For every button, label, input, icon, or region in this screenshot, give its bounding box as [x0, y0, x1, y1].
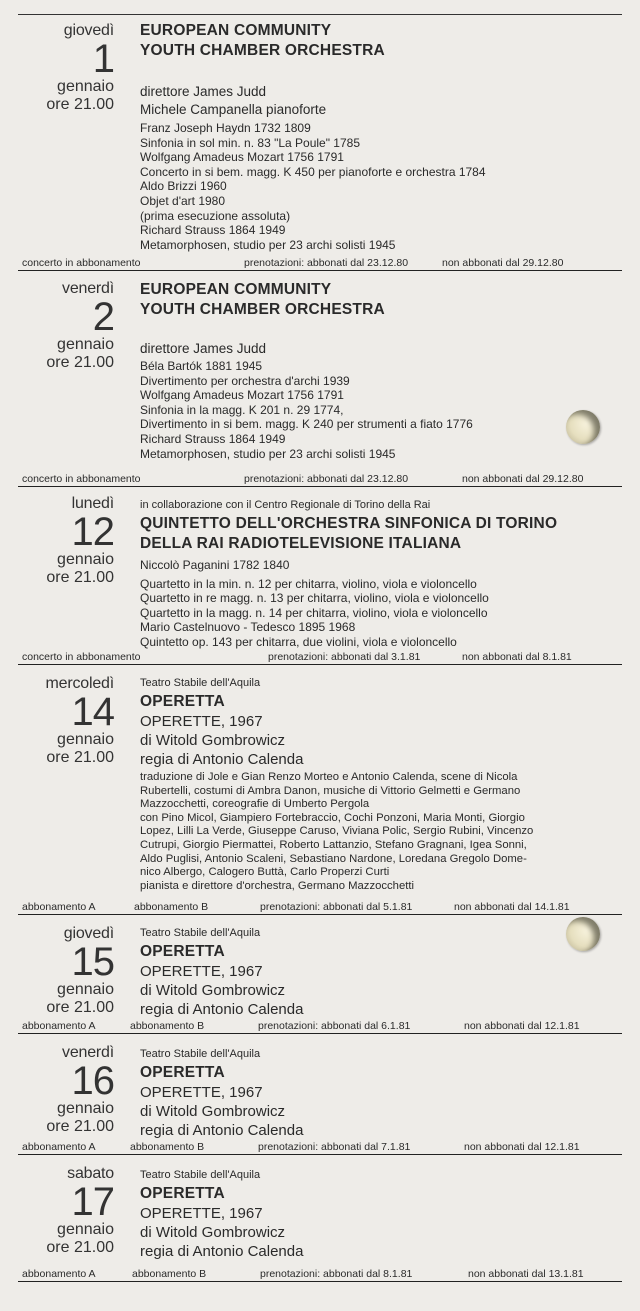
program-line: Quartetto in re magg. n. 13 per chitarra, violino, viola e violoncello — [140, 591, 489, 606]
booking-non-subscribers: non abbonati dal 29.12.80 — [462, 473, 584, 485]
event-time: ore 21.00 — [46, 354, 114, 371]
event-time: ore 21.00 — [46, 1239, 114, 1256]
event-time: ore 21.00 — [46, 1118, 114, 1135]
program-line: Quintetto op. 143 per chitarra, due violini, viola e violoncello — [140, 634, 457, 649]
event-author: di Witold Gombrowicz — [140, 982, 286, 999]
event-director: regia di Antonio Calenda — [140, 1122, 304, 1139]
event-director: regia di Antonio Calenda — [140, 1243, 304, 1260]
event-block — [18, 487, 622, 665]
event-title: YOUTH CHAMBER ORCHESTRA — [140, 301, 385, 318]
event-month: gennaio — [57, 78, 114, 95]
event-content — [140, 280, 622, 461]
booking-subscribers: prenotazioni: abbonati dal 7.1.81 — [258, 1141, 411, 1153]
booking-subscribers: prenotazioni: abbonati dal 8.1.81 — [260, 1268, 413, 1280]
event-time: ore 21.00 — [46, 749, 114, 766]
subscription-label-b: abbonamento B — [130, 1141, 205, 1153]
event-time: ore 21.00 — [46, 96, 114, 113]
event-content — [140, 677, 622, 893]
event-month: gennaio — [57, 551, 114, 568]
event-block — [18, 14, 622, 271]
event-day-number: 16 — [71, 1059, 114, 1103]
event-day-number: 1 — [92, 37, 114, 81]
event-day-number: 14 — [71, 690, 114, 734]
event-author: di Witold Gombrowicz — [140, 732, 286, 749]
event-weekday: lunedì — [71, 495, 114, 512]
subscription-label: concerto in abbonamento — [22, 651, 141, 663]
event-content — [140, 499, 622, 650]
event-original-title: OPERETTE, 1967 — [140, 963, 263, 980]
event-date — [18, 22, 114, 114]
event-weekday: giovedì — [63, 925, 114, 942]
event-conductor: direttore James Judd — [140, 84, 267, 99]
event-title: OPERETTA — [140, 1064, 225, 1081]
event-title: OPERETTA — [140, 1185, 225, 1202]
credits-line: Cutrupi, Giorgio Piermattei, Roberto Lattanzio, Stefano Gragnani, Igea Sonni, — [140, 838, 527, 851]
event-day-number: 12 — [71, 510, 114, 554]
subscription-label-a: abbonamento A — [22, 901, 96, 913]
event-weekday: venerdì — [62, 280, 114, 297]
credits-line: pianista e direttore d'orchestra, Germano Mazzocchetti — [140, 879, 415, 892]
program-line: Concerto in si bem. magg. K 450 per pianoforte e orchestra 1784 — [140, 164, 486, 179]
event-day-number: 2 — [92, 295, 114, 339]
event-content — [140, 1169, 622, 1261]
event-date — [18, 280, 114, 372]
event-director: regia di Antonio Calenda — [140, 1001, 304, 1018]
event-block — [18, 1034, 622, 1155]
event-author: di Witold Gombrowicz — [140, 1103, 286, 1120]
program-line: Wolfgang Amadeus Mozart 1756 1791 — [140, 150, 344, 165]
event-date — [18, 925, 114, 1017]
event-block — [18, 1155, 622, 1282]
credits-line: traduzione di Jole e Gian Renzo Morteo e Antonio Calenda, scene di Nicola — [140, 771, 518, 783]
event-director: regia di Antonio Calenda — [140, 751, 304, 768]
program-line: Quartetto in la magg. n. 14 per chitarra, violino, viola e violoncello — [140, 605, 488, 620]
event-title: EUROPEAN COMMUNITY — [140, 22, 332, 39]
program-line: Objet d'art 1980 — [140, 193, 226, 208]
event-title: OPERETTA — [140, 693, 225, 710]
booking-subscribers: prenotazioni: abbonati dal 5.1.81 — [260, 901, 413, 913]
booking-non-subscribers: non abbonati dal 29.12.80 — [442, 257, 564, 269]
event-weekday: mercoledì — [45, 675, 114, 692]
moon-icon — [566, 917, 600, 951]
event-original-title: OPERETTE, 1967 — [140, 1205, 263, 1222]
event-title: QUINTETTO DELL'ORCHESTRA SINFONICA DI TORINO — [140, 515, 558, 532]
subscription-label-b: abbonamento B — [134, 901, 209, 913]
program-line: Richard Strauss 1864 1949 — [140, 431, 286, 446]
event-time: ore 21.00 — [46, 569, 114, 586]
program-line: Divertimento in si bem. magg. K 240 per strumenti a fiato 1776 — [140, 417, 473, 432]
event-content — [140, 927, 622, 1019]
booking-subscribers: prenotazioni: abbonati dal 23.12.80 — [244, 473, 409, 485]
event-block — [18, 915, 622, 1034]
booking-subscribers: prenotazioni: abbonati dal 6.1.81 — [258, 1020, 411, 1032]
event-content — [140, 21, 622, 252]
event-time: ore 21.00 — [46, 999, 114, 1016]
credits-line: Rubertelli, costumi di Ambra Danon, musiche di Vittorio Gelmetti e Germano — [140, 784, 521, 797]
event-title: EUROPEAN COMMUNITY — [140, 281, 332, 298]
program-line: Sinfonia in sol min. n. 83 "La Poule" 1785 — [140, 135, 360, 150]
credits-line: Lopez, Lilli La Verde, Giuseppe Caruso, Viviana Polic, Sergio Rubini, Vincenzo — [140, 825, 534, 838]
program-line: Franz Joseph Haydn 1732 1809 — [140, 121, 311, 135]
booking-non-subscribers: non abbonati dal 14.1.81 — [454, 901, 570, 913]
event-weekday: venerdì — [62, 1044, 114, 1061]
event-presenter: in collaborazione con il Centro Regionale di Torino della Rai — [140, 499, 431, 511]
event-date — [18, 495, 114, 587]
event-month: gennaio — [57, 336, 114, 353]
program-line: Aldo Brizzi 1960 — [140, 179, 227, 194]
subscription-label-b: abbonamento B — [132, 1268, 207, 1280]
event-date — [18, 675, 114, 767]
event-title: OPERETTA — [140, 943, 225, 960]
booking-non-subscribers: non abbonati dal 12.1.81 — [464, 1141, 580, 1153]
program-line: Divertimento per orchestra d'archi 1939 — [140, 373, 350, 388]
event-month: gennaio — [57, 981, 114, 998]
moon-icon — [566, 410, 600, 444]
event-presenter: Teatro Stabile dell'Aquila — [140, 927, 261, 939]
event-title: YOUTH CHAMBER ORCHESTRA — [140, 42, 385, 59]
event-date — [18, 1165, 114, 1257]
credits-line: nico Albergo, Calogero Buttà, Carlo Properzi Curti — [140, 866, 390, 879]
program-line: (prima esecuzione assoluta) — [140, 208, 291, 223]
subscription-label-a: abbonamento A — [22, 1268, 96, 1280]
event-title: DELLA RAI RADIOTELEVISIONE ITALIANA — [140, 535, 462, 552]
event-month: gennaio — [57, 731, 114, 748]
event-soloist: Michele Campanella pianoforte — [140, 102, 327, 117]
booking-non-subscribers: non abbonati dal 12.1.81 — [464, 1020, 580, 1032]
program-line: Wolfgang Amadeus Mozart 1756 1791 — [140, 388, 344, 403]
program-line: Sinfonia in la magg. K 201 n. 29 1774, — [140, 402, 344, 417]
subscription-label-a: abbonamento A — [22, 1141, 96, 1153]
event-presenter: Teatro Stabile dell'Aquila — [140, 1048, 261, 1060]
event-block — [18, 665, 622, 915]
event-month: gennaio — [57, 1100, 114, 1117]
program-line: Mario Castelnuovo - Tedesco 1895 1968 — [140, 620, 356, 635]
event-conductor: direttore James Judd — [140, 341, 267, 356]
program-line: Metamorphosen, studio per 23 archi solisti 1945 — [140, 237, 396, 252]
booking-subscribers: prenotazioni: abbonati dal 3.1.81 — [268, 651, 421, 663]
booking-subscribers: prenotazioni: abbonati dal 23.12.80 — [244, 257, 409, 269]
booking-non-subscribers: non abbonati dal 8.1.81 — [462, 651, 572, 663]
subscription-label-b: abbonamento B — [130, 1020, 205, 1032]
event-date — [18, 1044, 114, 1136]
event-content — [140, 1048, 622, 1140]
event-presenter: Teatro Stabile dell'Aquila — [140, 677, 261, 689]
program-line: Quartetto in la min. n. 12 per chitarra, violino, viola e violoncello — [140, 576, 477, 591]
subscription-label: concerto in abbonamento — [22, 473, 141, 485]
event-original-title: OPERETTE, 1967 — [140, 1084, 263, 1101]
program-line: Richard Strauss 1864 1949 — [140, 223, 286, 238]
event-presenter: Teatro Stabile dell'Aquila — [140, 1169, 261, 1181]
program-line: Niccolò Paganini 1782 1840 — [140, 558, 290, 572]
event-original-title: OPERETTE, 1967 — [140, 713, 263, 730]
event-weekday: giovedì — [63, 22, 114, 39]
event-day-number: 17 — [71, 1180, 114, 1224]
program-line: Béla Bartók 1881 1945 — [140, 359, 263, 373]
event-block — [18, 270, 622, 487]
credits-line: con Pino Micol, Giampiero Fortebraccio, Cochi Ponzoni, Maria Monti, Giorgio — [140, 811, 525, 824]
subscription-label-a: abbonamento A — [22, 1020, 96, 1032]
program-line: Metamorphosen, studio per 23 archi solisti 1945 — [140, 446, 396, 461]
credits-line: Mazzocchetti, coreografie di Umberto Pergola — [140, 798, 370, 811]
credits-line: Aldo Puglisi, Antonio Scaleni, Sebastiano Nardone, Loredana Gregolo Dome- — [140, 852, 527, 865]
event-weekday: sabato — [67, 1165, 114, 1182]
event-month: gennaio — [57, 1221, 114, 1238]
subscription-label: concerto in abbonamento — [22, 257, 141, 269]
event-author: di Witold Gombrowicz — [140, 1224, 286, 1241]
event-day-number: 15 — [71, 940, 114, 984]
booking-non-subscribers: non abbonati dal 13.1.81 — [468, 1268, 584, 1280]
